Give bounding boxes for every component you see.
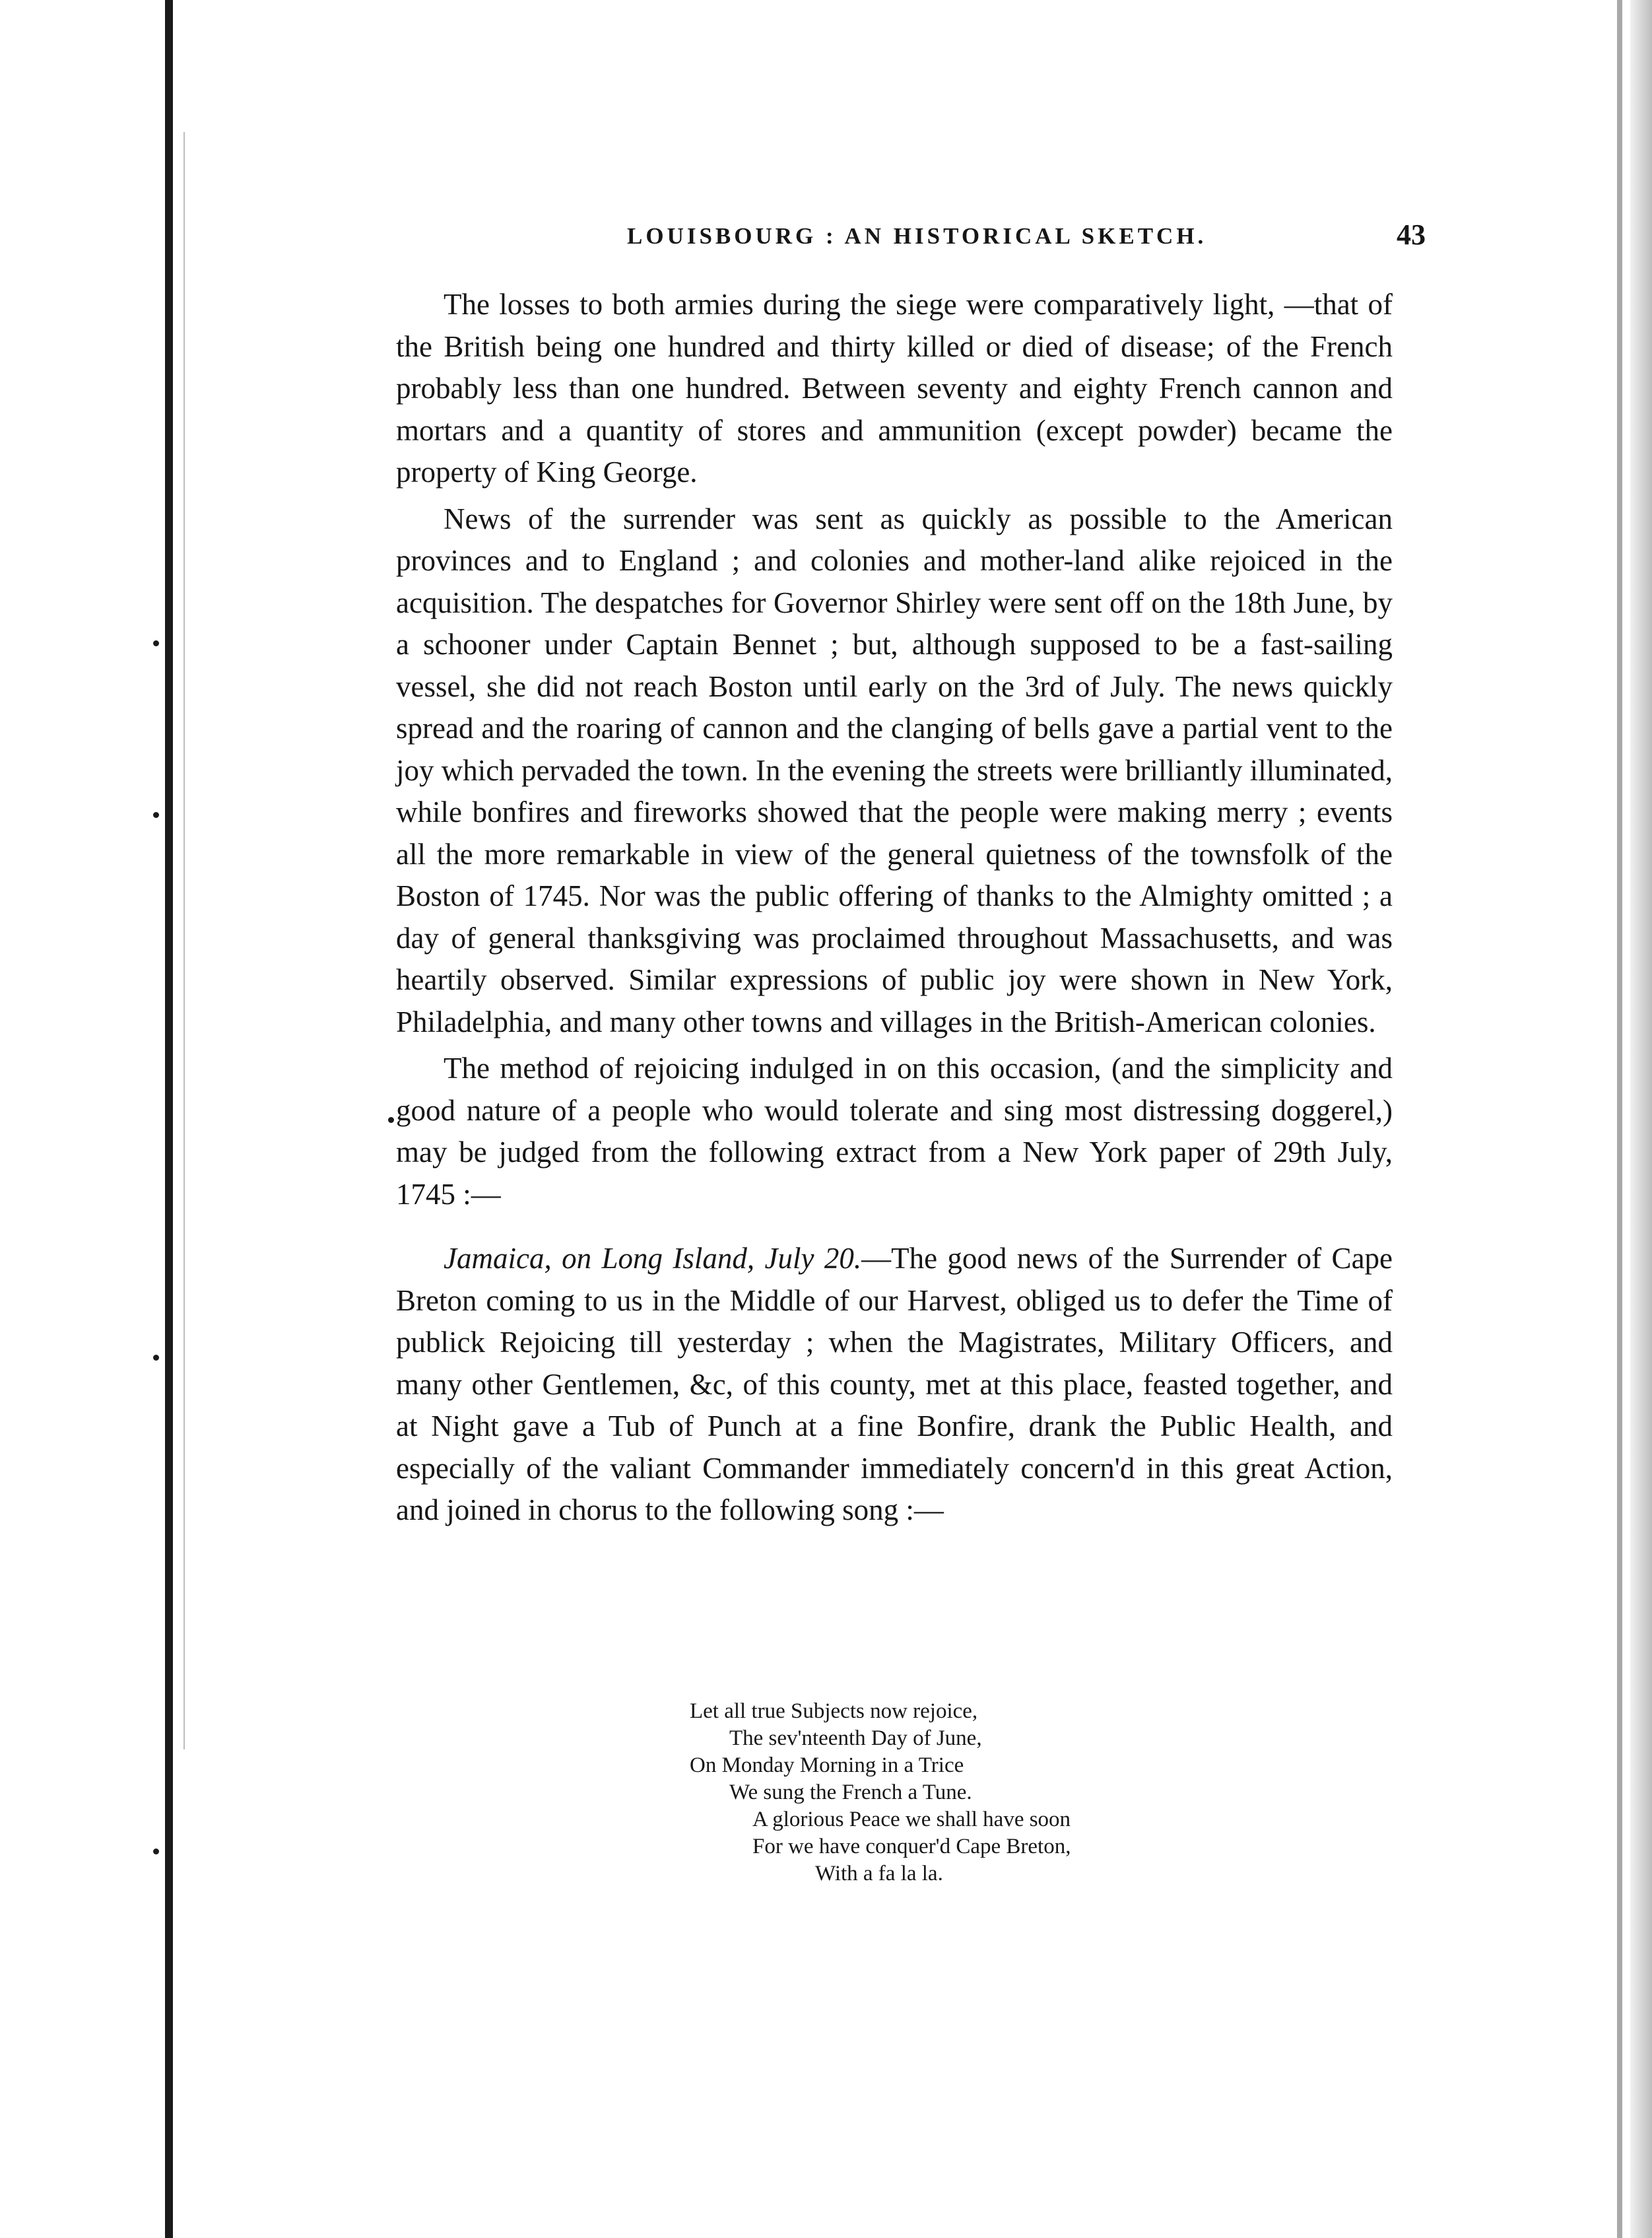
poem-line: The sev'nteenth Day of June, (729, 1726, 982, 1750)
running-title: LOUISBOURG : AN HISTORICAL SKETCH. (627, 223, 1207, 249)
paragraph-method-of-rejoicing: The method of rejoicing indulged in on this occasion, (and the simplicity and good nature of a people who would tolerate and sing most distressing doggerel,) may be judged from the following extract from a New York paper of 29th July, 1745 :— (396, 1052, 1393, 1211)
extract-dateline: Jamaica, on Long Island, July 20. (444, 1242, 862, 1275)
body-text (396, 284, 1393, 1536)
paragraph-losses: The losses to both armies during the siege were comparatively light, —that of the British being one hundred and thirty killed or died of disease; of the French probably less than one hundred. Between seventy and eighty French cannon and mortars and a quantity of stores and ammunition (except powder) became the property of King George. (396, 288, 1393, 489)
song-verse (690, 1698, 1071, 1887)
binding-shadow (183, 132, 185, 1749)
poem-line: For we have conquer'd Cape Breton, (752, 1835, 1071, 1858)
margin-speck (153, 1848, 159, 1854)
paragraph-news-of-surrender: News of the surrender was sent as quickly as possible to the American provinces and to England ; and colonies and mother-land alike rejoiced in the acquisition. The despatches for Governor Shirley were sent off on the 18th June, by a schooner under Captain Bennet ; but, although supposed to be a fast-sailing vessel, she did not reach Boston until early on the 3rd of July. The news quickly spread and the roaring of cannon and the clanging of bells gave a partial vent to the joy which pervaded the town. In the evening the streets were brilliantly illuminated, while bonfires and fireworks showed that the people were making merry ; events all the more remarkable in view of the general quietness of the townsfolk of the Boston of 1745. Nor was the public offering of thanks to the Almighty omitted ; a day of general thanksgiving was proclaimed throughout Massachusetts, and was heartily observed. Similar expressions of public joy were shown in New York, Philadelphia, and many other towns and villages in the British-American colonies. (396, 502, 1393, 1038)
poem-line: We sung the French a Tune. (729, 1780, 972, 1804)
page-edge-line (1617, 0, 1622, 2238)
poem-line: Let all true Subjects now rejoice, (690, 1699, 978, 1723)
page-edge-shadow (1630, 0, 1652, 2238)
poem-line: With a fa la la. (815, 1862, 943, 1885)
margin-speck (388, 1117, 394, 1123)
newspaper-extract (396, 1238, 1393, 1532)
page-header (396, 218, 1426, 271)
poem-line: A glorious Peace we shall have soon (752, 1808, 1071, 1831)
binding-edge (165, 0, 173, 2238)
margin-speck (153, 640, 159, 646)
extract-text: —The good news of the Surrender of Cape Breton coming to us in the Middle of our Harvest, obliged us to defer the Time of publick Rejoicing till yesterday ; when the Magistrates, Military Officers, and many other Gentlemen, &c, of this county, met at this place, feasted together, and at Night gave a Tub of Punch at a fine Bonfire, drank the Public Health, and especially of the valiant Commander immediately concern'd in this great Action, and joined in chorus to the following song :— (396, 1242, 1393, 1526)
margin-speck (153, 1355, 159, 1361)
margin-speck (153, 812, 159, 818)
page-number: 43 (1397, 219, 1426, 251)
poem-line: On Monday Morning in a Trice (690, 1753, 964, 1777)
